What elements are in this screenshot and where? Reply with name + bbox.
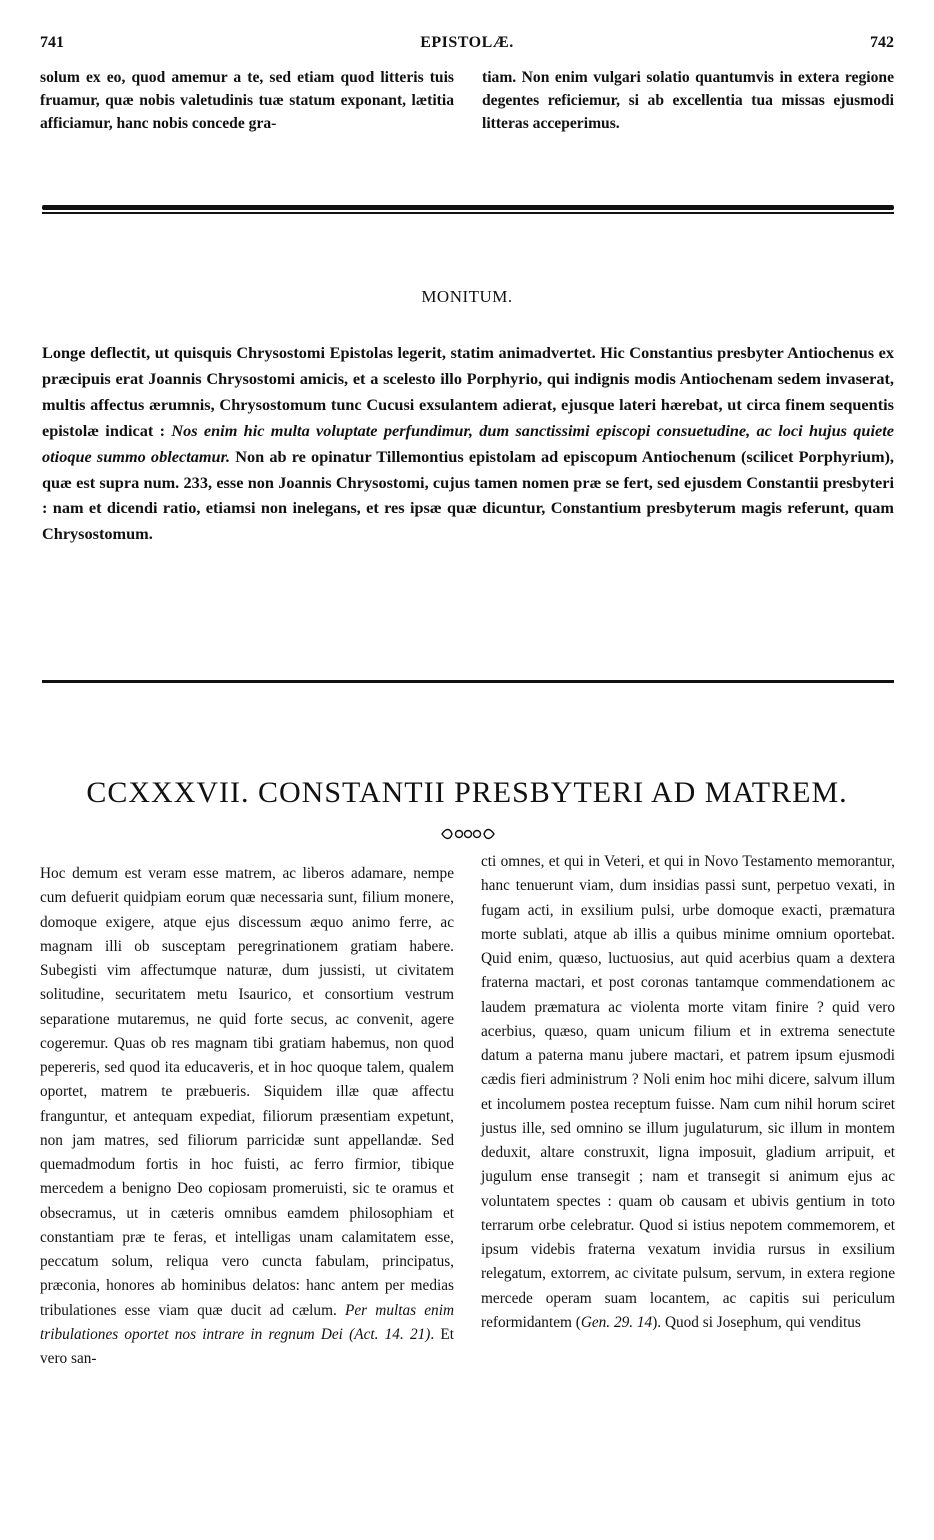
genesis-reference: Gen. 29. 14 [580, 1313, 653, 1331]
letter-text-left-2: . Et vero san- [40, 1325, 454, 1367]
monitum-text-2: Non ab re opinatur Tillemontius epistolam ad episcopum Antiochenum (scilicet Porphyrium), quæ est supra num. 233, esse non Joannis Chrysostomi, cujus tamen nomen præ se fert, sed ejusdem Constantii presbyteri : nam et dicendi ratio, etiamsi non inelegans, et res ipsæ quæ dicuntur, Constantium presbyterum magis referunt, quam Chrysostomum. [42, 446, 894, 544]
running-title: EPISTOLÆ. [420, 34, 514, 51]
scripture-reference: (Act. 14. 21) [342, 1325, 431, 1343]
monitum-text-1: Longe deflectit, ut quisquis Chrysostomi Epistolas legerit, statim animadvertet. Hic Constantius presbyter Antiochenus ex præcipuis erat Joannis Chrysostomi amicis, et a scelesto illo Porphyrio, qui indignis modis Antiochenam sedem invaserat, multis affectus ærumnis, Chrysostomum tunc Cucusi exsulantem adierat, ejusque lateri hærebat, ut circa finem sequentis epistolæ indicat : [42, 343, 894, 440]
monitum-paragraph [42, 340, 894, 547]
page-number-left: 741 [40, 34, 64, 51]
ornament-icon [440, 826, 496, 842]
letter-title: CCXXXVII. CONSTANTII PRESBYTERI AD MATREM. [86, 776, 848, 809]
page-number-right: 742 [870, 34, 894, 51]
previous-letter-text-right: tiam. Non enim vulgari solatio quantumvis in extera regione degentes reficiemur, si ab excellentia tua missas ejusmodi litteras acceperimus. [482, 69, 894, 132]
section-divider-lower [42, 680, 894, 683]
letter-right-column [481, 850, 895, 1335]
letter-text-right-1: cti omnes, et qui in Veteri, et qui in Novo Testamento memorantur, hanc tenuerunt viam, dum insidias passi sunt, perpetuo vexati, in fugam acti, in exsilium pulsi, urbe domoque exacti, præmatura morte sublati, atque ab illis a quibus minime omnium oportebat. Quid enim, quæso, luctuosius, aut quid acerbius quam a dextera fraterna mactari, et post coronas tantamque commendationem ac laudem præmatura ac violenta morte vitam finire ? quid vero acerbius, quæso, quam unicum filium et in extrema senectute datum a paterna manu jubere mactari, et patrem ipsum ejusmodi cædis fieri administrum ? Noli enim hoc mihi dicere, salvum illum et incolumem postea receptum fuisse. Nam cum nihil horum sciret justus ille, sed omnino se illum jugulaturum, sic illum in montem deduxit, altare construxit, ligna imposuit, gladium arripuit, et jugulum ense transegit ; nam et transegit si animum ejus ac voluntatem spectes : quam ob causam et ubivis gentium in toto terrarum orbe celebratur. Quod si istius nepotem commemorem, et ipsum videbis fraterna vexatum invidia rursus in exsilium relegatum, extorrem, ac civitate pulsum, servum, in extera regione mercede operam suam locantem, ac capitis sui periculum reformidantem ( [481, 853, 895, 1331]
previous-letter-end-left-column [40, 66, 454, 135]
section-divider-thin [42, 212, 894, 214]
running-header [40, 34, 894, 58]
monitum-quote: Nos enim hic multa voluptate perfundimur, dum sanctissimi episcopi consuetudine, ac loci hujus quiete otioque summo oblectamur. [42, 420, 894, 466]
monitum-heading: MONITUM. [421, 287, 513, 306]
previous-letter-text-left: solum ex eo, quod amemur a te, sed etiam quod litteris tuis fruamur, quæ nobis valetudinis tuæ statum exponant, lætitia afficiamur, hanc nobis concede gra- [40, 69, 454, 132]
previous-letter-end-right-column [482, 66, 894, 135]
letter-text-right-2: ). Quod si Josephum, qui venditus [652, 1313, 861, 1331]
section-divider-thick [42, 205, 894, 210]
letter-left-column [40, 862, 454, 1371]
letter-text-left-1: Hoc demum est veram esse matrem, ac liberos adamare, nempe cum defuerit quidpiam eorum quæ necessaria sunt, filium monere, domoque exigere, atque ejus discessum æquo animo ferre, ac magnam illi ob susceptam peregrinationem gratiam habere. Subegisti vim affectumque naturæ, dum jussisti, ut civitatem solitudine, securitatem metu Isaurico, et consortium vestrum separatione mutaremus, ne quid forte secus, ac convenit, agere cogeremur. Quas ob res magnam tibi gratiam habemus, non quod pepereris, sed quod ita educaveris, et in hoc quoque talem, qualem oportet, matrem te præbueris. Siquidem illæ quæ affectu franguntur, et antequam expediat, filiorum præsentiam expetunt, non jam matres, sed filiorum parricidæ sunt appellandæ. Sed quemadmodum fortis in hoc fuisti, ac ferro firmior, tibique mercedem a benigno Deo copiosam promeruisti, sic te oramus et obsecramus, ut in cæteris omnibus eamdem philosophiam et constantiam præ te feras, et intelligas unam calamitatem esse, peccatum solum, reliqua vero cuncta fabulam, principatus, præconia, honores ab hominibus delatos: hanc antem per medias tribulationes esse viam quæ ducit ad cælum. [40, 865, 454, 1319]
scripture-quote: Per multas enim tribulationes oportet nos intrare in regnum Dei [40, 1301, 454, 1343]
